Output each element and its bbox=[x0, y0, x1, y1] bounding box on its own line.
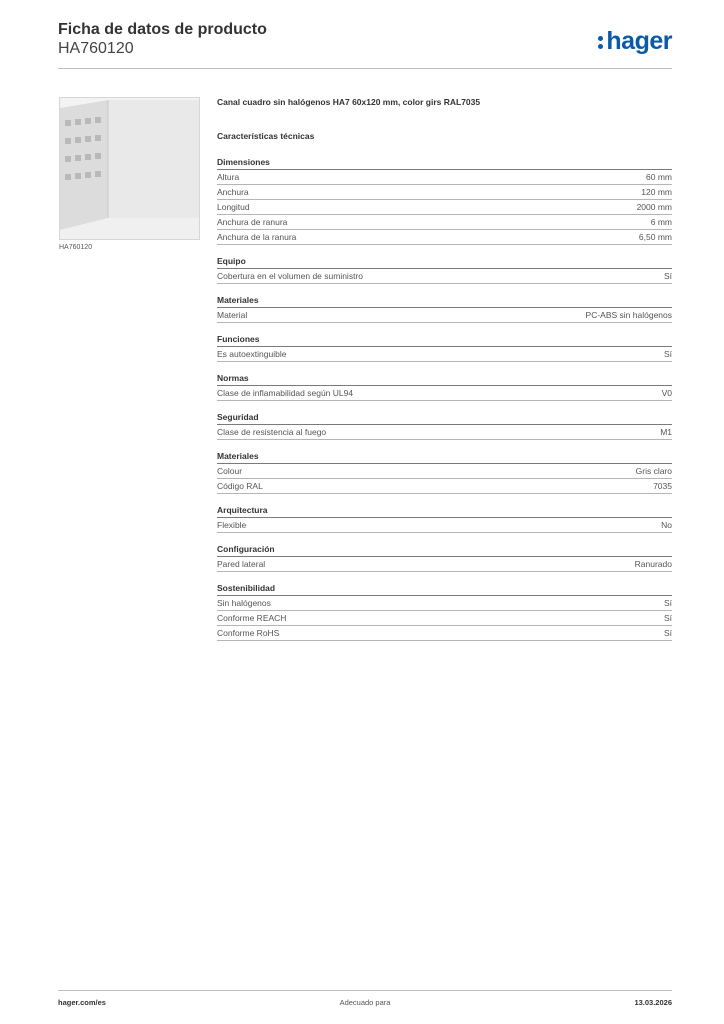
spec-row bbox=[217, 557, 672, 572]
spec-section bbox=[217, 581, 672, 641]
product-name: Canal cuadro sin halógenos HA7 60x120 mm, color girs RAL7035 bbox=[217, 97, 481, 107]
spec-section bbox=[217, 542, 672, 572]
spec-value: 2000 mm bbox=[636, 202, 672, 212]
spec-row bbox=[217, 386, 672, 401]
footer-date: 13.03.2026 bbox=[634, 998, 672, 1007]
section-title: Arquitectura bbox=[217, 503, 672, 518]
spec-label: Flexible bbox=[217, 520, 247, 530]
section-title: Funciones bbox=[217, 332, 672, 347]
spec-value: M1 bbox=[660, 427, 672, 437]
spec-sections bbox=[217, 155, 672, 641]
spec-section bbox=[217, 332, 672, 362]
spec-value: 6,50 mm bbox=[638, 232, 672, 242]
spec-section bbox=[217, 155, 672, 245]
spec-value: 60 mm bbox=[646, 172, 672, 182]
page-header bbox=[58, 20, 672, 70]
spec-value: Sí bbox=[663, 271, 672, 281]
spec-label: Altura bbox=[217, 172, 240, 182]
section-title: Equipo bbox=[217, 254, 672, 269]
section-title: Materiales bbox=[217, 293, 672, 308]
spec-label: Clase de resistencia al fuego bbox=[217, 427, 327, 437]
logo-dots-icon bbox=[598, 33, 604, 51]
spec-label: Cobertura en el volumen de suministro bbox=[217, 271, 363, 281]
spec-section bbox=[217, 449, 672, 494]
spec-label: Conforme RoHS bbox=[217, 628, 280, 638]
spec-row bbox=[217, 185, 672, 200]
spec-label: Anchura bbox=[217, 187, 249, 197]
footer-note: Adecuado para bbox=[339, 998, 391, 1007]
spec-value: Gris claro bbox=[635, 466, 672, 476]
document-title: Ficha de datos de producto bbox=[58, 21, 267, 38]
spec-row bbox=[217, 269, 672, 284]
spec-value: Sí bbox=[663, 628, 672, 638]
spec-section bbox=[217, 293, 672, 323]
footer-website: hager.com/es bbox=[58, 998, 106, 1007]
spec-row bbox=[217, 479, 672, 494]
spec-value: PC-ABS sin halógenos bbox=[585, 310, 672, 320]
spec-value: 6 mm bbox=[650, 217, 672, 227]
spec-row bbox=[217, 518, 672, 533]
spec-row bbox=[217, 611, 672, 626]
spec-row bbox=[217, 308, 672, 323]
product-code: HA760120 bbox=[58, 40, 134, 57]
spec-value: Ranurado bbox=[634, 559, 672, 569]
spec-row bbox=[217, 170, 672, 185]
logo-text: hager bbox=[606, 27, 672, 55]
footer-divider bbox=[58, 990, 672, 991]
product-image bbox=[59, 97, 200, 240]
section-title: Seguridad bbox=[217, 410, 672, 425]
spec-row bbox=[217, 464, 672, 479]
technical-characteristics-heading: Características técnicas bbox=[217, 131, 315, 141]
spec-row bbox=[217, 347, 672, 362]
spec-value: 7035 bbox=[653, 481, 672, 491]
section-title: Dimensiones bbox=[217, 155, 672, 170]
section-title: Materiales bbox=[217, 449, 672, 464]
product-details bbox=[217, 95, 672, 641]
spec-value: No bbox=[661, 520, 672, 530]
cable-duct-illustration bbox=[60, 98, 200, 240]
spec-value: 120 mm bbox=[641, 187, 672, 197]
spec-section bbox=[217, 254, 672, 284]
spec-row bbox=[217, 215, 672, 230]
spec-label: Conforme REACH bbox=[217, 613, 287, 623]
spec-row bbox=[217, 626, 672, 641]
spec-label: Clase de inflamabilidad según UL94 bbox=[217, 388, 354, 398]
image-caption: HA760120 bbox=[59, 244, 93, 251]
spec-value: Sí bbox=[663, 613, 672, 623]
spec-row bbox=[217, 596, 672, 611]
spec-row bbox=[217, 200, 672, 215]
spec-section bbox=[217, 371, 672, 401]
spec-label: Material bbox=[217, 310, 248, 320]
spec-section bbox=[217, 503, 672, 533]
spec-label: Anchura de la ranura bbox=[217, 232, 297, 242]
spec-value: V0 bbox=[661, 388, 672, 398]
spec-row bbox=[217, 425, 672, 440]
spec-value: Sí bbox=[663, 349, 672, 359]
spec-label: Colour bbox=[217, 466, 243, 476]
page-footer bbox=[58, 998, 672, 1010]
spec-label: Pared lateral bbox=[217, 559, 266, 569]
spec-row bbox=[217, 230, 672, 245]
header-divider bbox=[58, 68, 672, 69]
section-title: Sostenibilidad bbox=[217, 581, 672, 596]
spec-label: Código RAL bbox=[217, 481, 263, 491]
spec-label: Longitud bbox=[217, 202, 250, 212]
spec-label: Sin halógenos bbox=[217, 598, 271, 608]
spec-label: Anchura de ranura bbox=[217, 217, 288, 227]
section-title: Normas bbox=[217, 371, 672, 386]
section-title: Configuración bbox=[217, 542, 672, 557]
spec-value: Sí bbox=[663, 598, 672, 608]
hager-logo bbox=[598, 28, 672, 54]
spec-label: Es autoextinguible bbox=[217, 349, 287, 359]
spec-section bbox=[217, 410, 672, 440]
